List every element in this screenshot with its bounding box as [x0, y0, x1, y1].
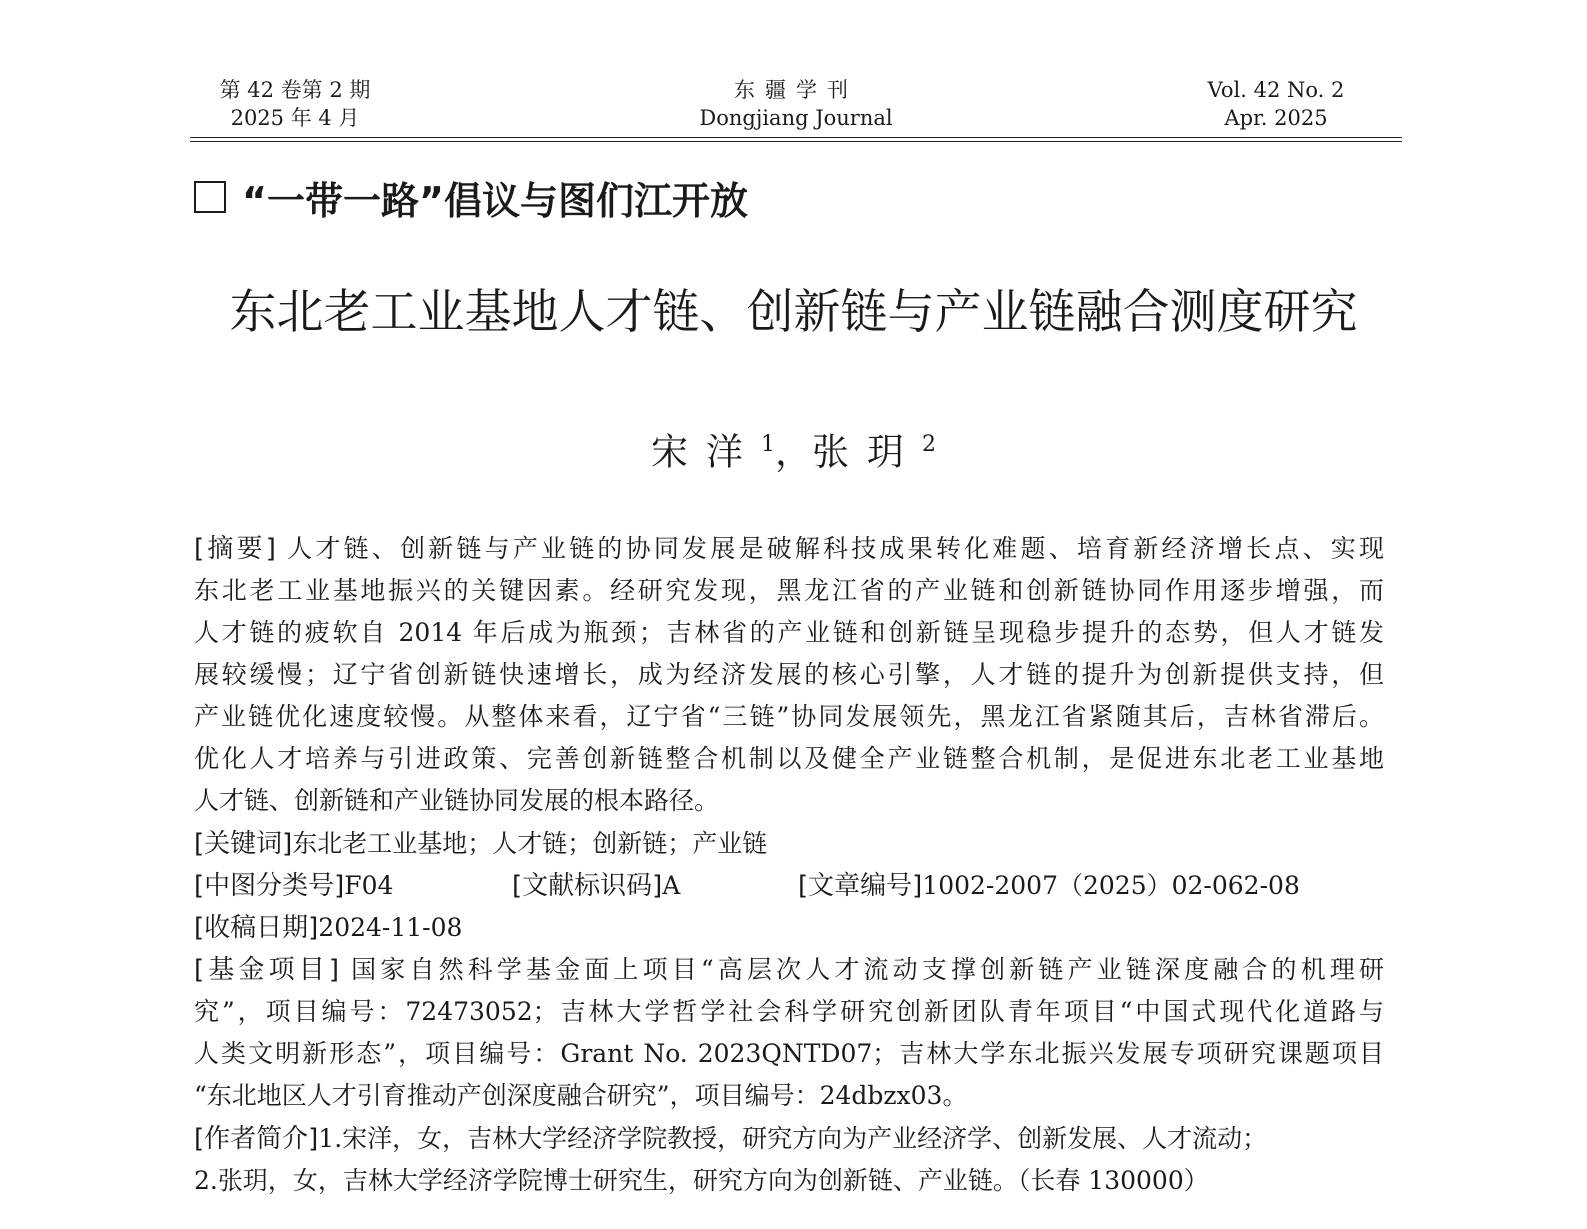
funding-line	[194, 952, 1384, 988]
author-bio-line	[194, 1121, 1384, 1157]
journal-name-en: Dongjiang Journal	[699, 106, 893, 130]
article-number-label: [文章编号]	[798, 871, 923, 901]
journal-name-cn: 东疆学刊	[734, 78, 858, 102]
author-affiliation-1: 1	[761, 432, 775, 457]
header-rule-top	[190, 137, 1402, 138]
document-code-label: [文献标识码]	[512, 871, 663, 901]
author-affiliation-2: 2	[922, 432, 936, 457]
article-number	[798, 868, 1300, 904]
keywords-label: [关键词]	[194, 829, 293, 859]
author-line	[0, 420, 1587, 477]
article-title: 东北老工业基地人才链、创新链与产业链融合测度研究	[229, 285, 1358, 340]
funding-text: 国家自然科学基金面上项目“高层次人才流动支撑创新链产业链深度融合的机理研	[347, 955, 1384, 984]
received-date-label: [收稿日期]	[194, 913, 319, 943]
abstract-label: [摘要]	[194, 534, 276, 564]
issue-info-en	[1186, 76, 1366, 132]
abstract-line: 东北老工业基地振兴的关键因素。经研究发现，黑龙江省的产业链和创新链协同作用逐步增强，而	[194, 576, 1384, 605]
abstract-line: 产业链优化速度较慢。从整体来看，辽宁省“三链”协同发展领先，黑龙江省紧随其后，吉林省滞后。	[194, 702, 1384, 731]
running-header	[190, 76, 1402, 140]
funding-line: “东北地区人才引育推动产创深度融合研究”，项目编号：24dbzx03。	[194, 1081, 968, 1110]
document-code	[512, 868, 680, 904]
issue-info-cn	[210, 76, 380, 132]
keywords	[194, 826, 1384, 862]
author-bio-label: [作者简介]	[194, 1124, 319, 1154]
hollow-square-icon	[194, 181, 226, 213]
author-bio-line: 2.张玥，女，吉林大学经济学院博士研究生，研究方向为创新链、产业链。（长春 130000）	[194, 1166, 1209, 1195]
journal-name	[646, 76, 946, 132]
clc-number	[194, 868, 393, 904]
author-separator: ，	[775, 430, 812, 474]
abstract-line: 人才链、创新链和产业链协同发展的根本路径。	[194, 786, 720, 815]
funding-line: 人类文明新形态”，项目编号：Grant No. 2023QNTD07；吉林大学东北振兴发展专项研究课题项目	[194, 1039, 1384, 1068]
author-bio-text: 1.宋洋，女，吉林大学经济学院教授，研究方向为产业经济学、创新发展、人才流动；	[318, 1124, 1268, 1153]
volume-issue-cn: 第 42 卷第 2 期	[219, 78, 371, 102]
header-rule-bottom	[190, 141, 1402, 142]
date-cn: 2025 年 4 月	[230, 106, 360, 130]
author-name-2: 张玥	[812, 430, 922, 474]
funding-line: 究”，项目编号：72473052；吉林大学哲学社会科学研究创新团队青年项目“中国式现代化道路与	[194, 997, 1384, 1026]
column-heading-text: “一带一路”倡议与图们江开放	[242, 178, 748, 223]
abstract-line: 人才链的疲软自 2014 年后成为瓶颈；吉林省的产业链和创新链呈现稳步提升的态势，但人才链发	[194, 618, 1384, 647]
classification-line	[194, 868, 1384, 904]
volume-issue-en: Vol. 42 No. 2	[1207, 78, 1345, 102]
funding-label: [基金项目]	[194, 955, 340, 985]
abstract-line: 优化人才培养与引进政策、完善创新链整合机制以及健全产业链整合机制，是促进东北老工业基地	[194, 744, 1384, 773]
received-date	[194, 910, 1384, 946]
keywords-text: 东北老工业基地；人才链；创新链；产业链	[292, 829, 768, 858]
received-date-value: 2024-11-08	[318, 913, 463, 942]
article-number-value: 1002-2007（2025）02-062-08	[922, 871, 1300, 900]
clc-value: F04	[344, 871, 394, 900]
author-name-1: 宋洋	[651, 430, 761, 474]
abstract-line: 展较缓慢；辽宁省创新链快速增长，成为经济发展的核心引擎，人才链的提升为创新提供支持，但	[194, 660, 1384, 689]
date-en: Apr. 2025	[1224, 106, 1328, 130]
abstract-text: 人才链、创新链与产业链的协同发展是破解科技成果转化难题、培育新经济增长点、实现	[283, 534, 1384, 563]
document-code-value: A	[662, 871, 681, 900]
clc-label: [中图分类号]	[194, 871, 345, 901]
abstract-line	[194, 531, 1384, 567]
column-heading	[194, 172, 748, 222]
